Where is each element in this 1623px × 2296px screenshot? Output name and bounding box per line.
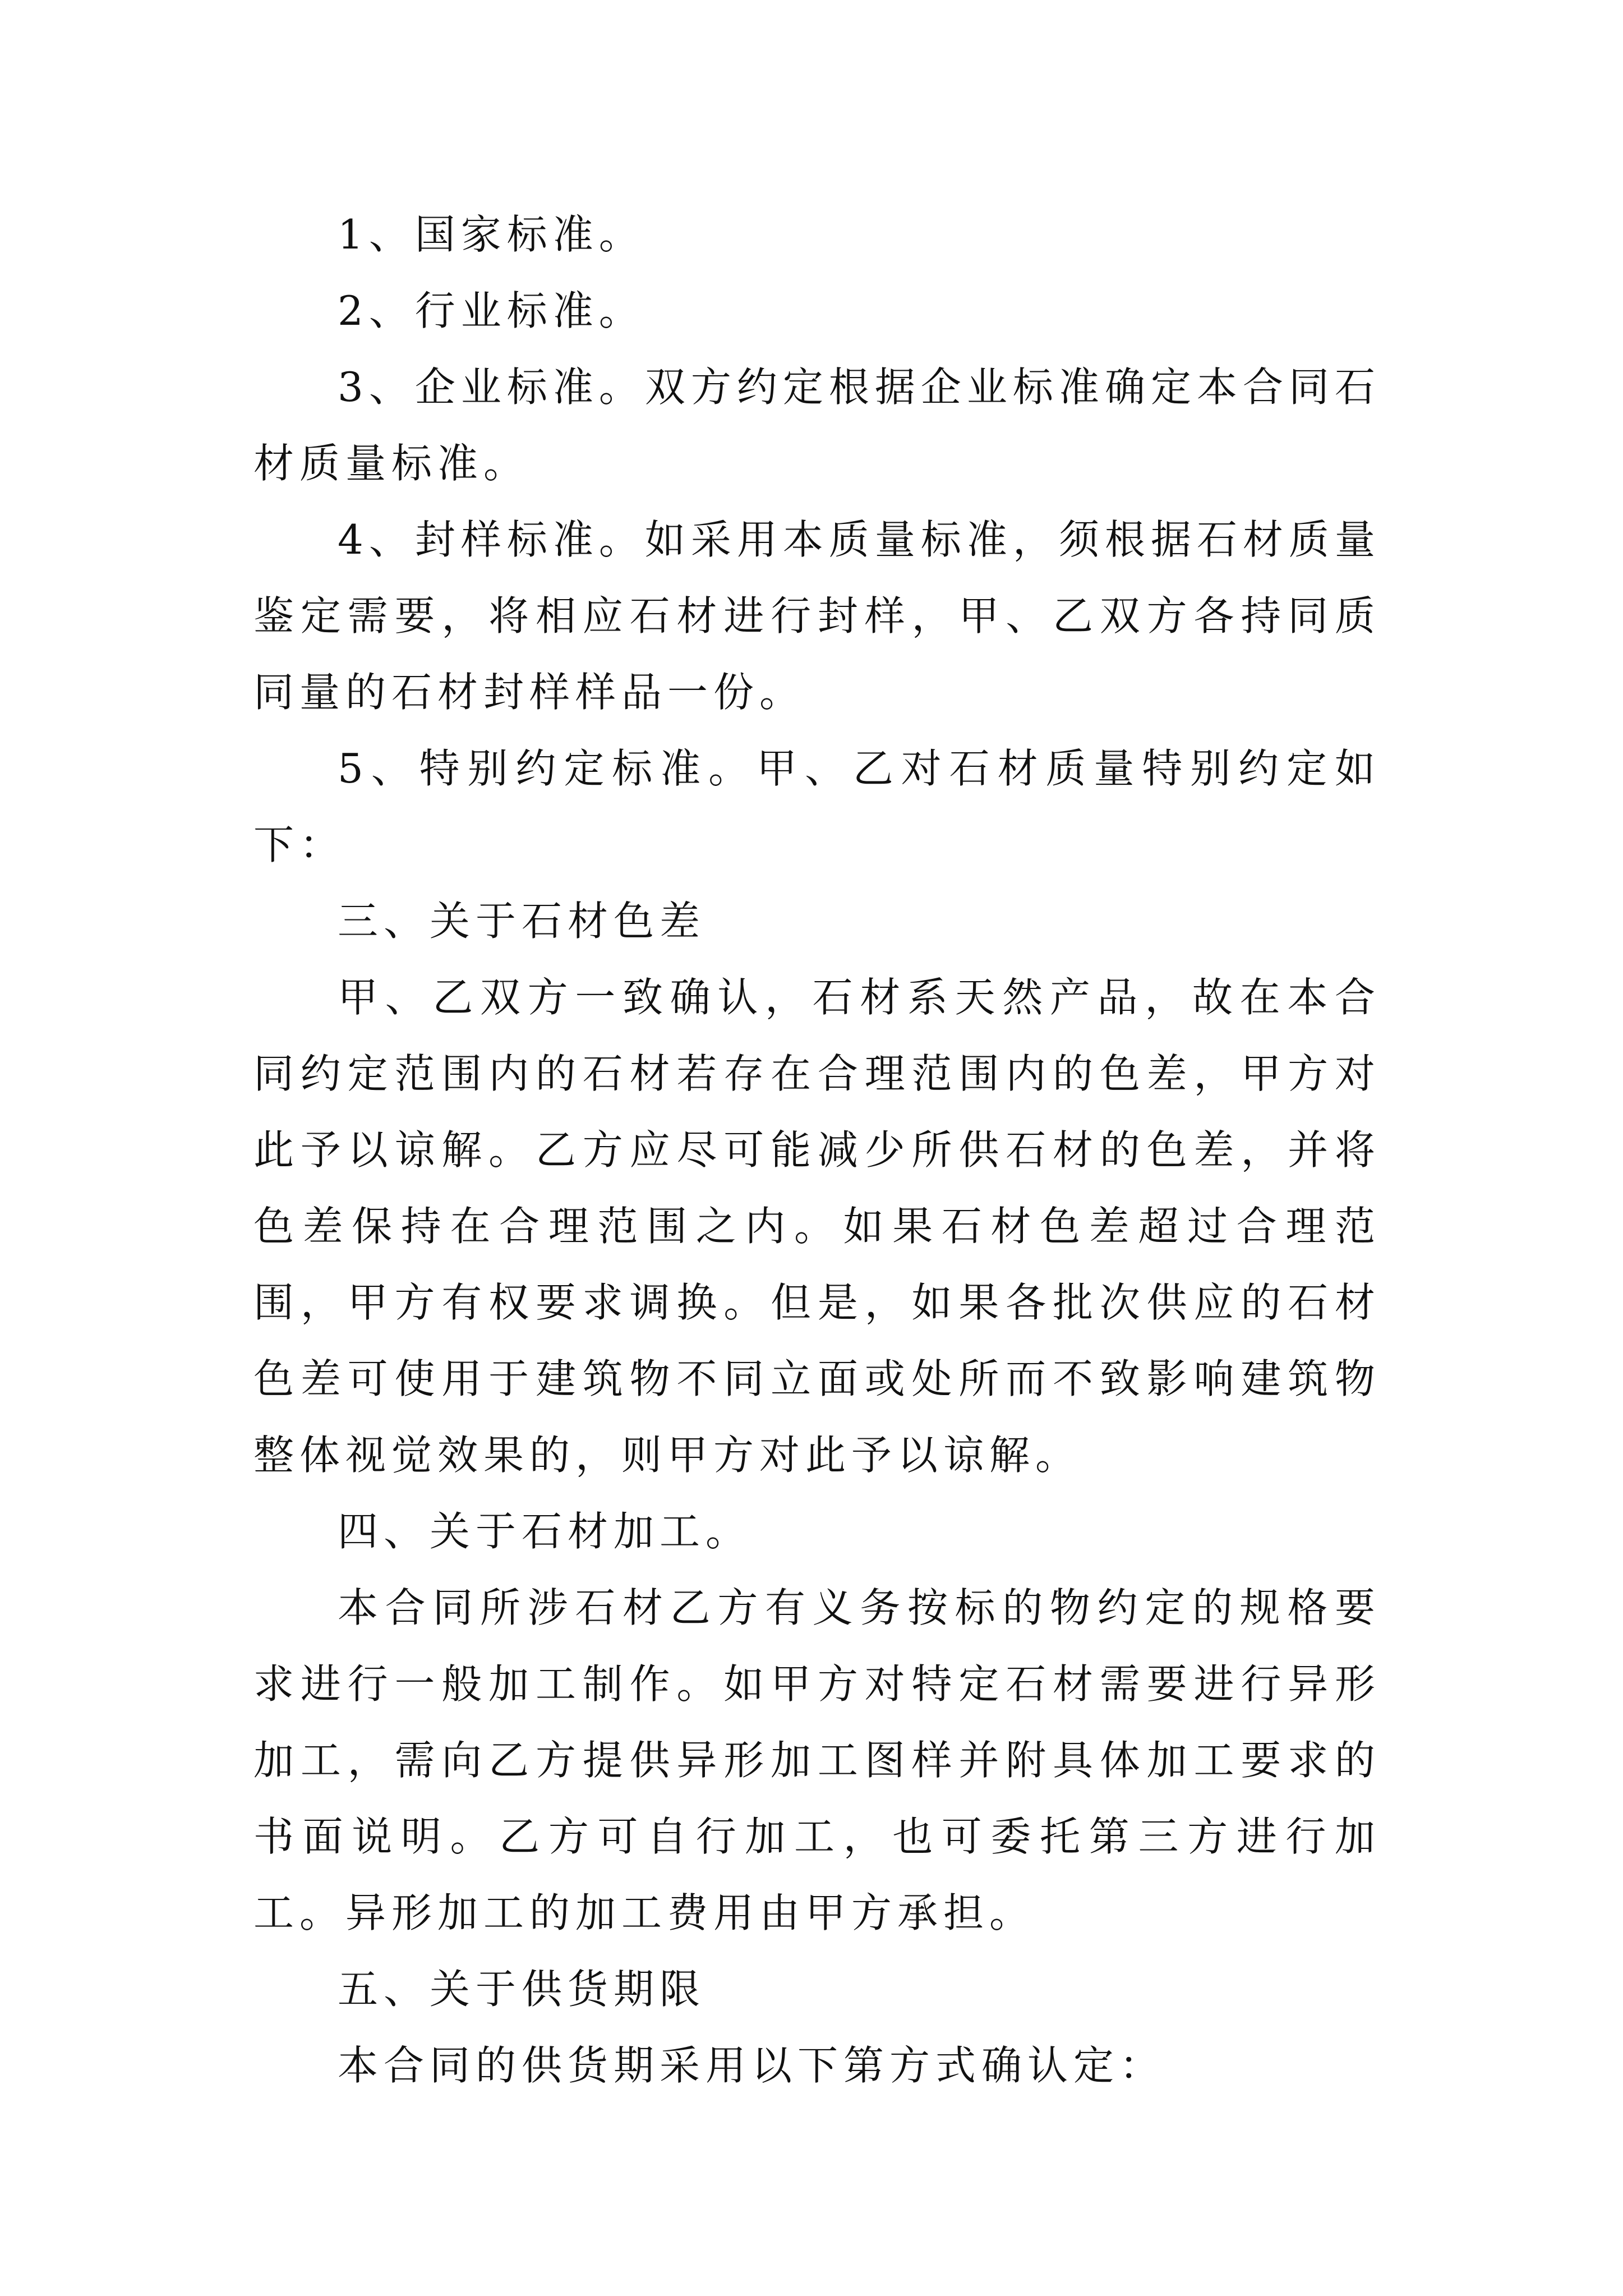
paragraph-processing: 本合同所涉石材乙方有义务按标的物约定的规格要求进行一般加工制作。如甲方对特定石材需要进行异形加工，需向乙方提供异形加工图样并附具体加工要求的书面说明。乙方可自行加工，也可委托第三方进行加工。异形加工的加工费用由甲方承担。	[253, 1584, 1381, 1936]
document-body	[253, 196, 1381, 2104]
section-heading-delivery-period: 五、关于供货期限	[338, 1966, 706, 2013]
paragraph-standard-industry: 2、行业标准。	[338, 287, 645, 334]
section-heading-color-difference: 三、关于石材色差	[338, 898, 706, 945]
paragraph-color-difference: 甲、乙双方一致确认，石材系天然产品，故在本合同约定范围内的石材若存在合理范围内的色差，甲方对此予以谅解。乙方应尽可能减少所供石材的色差，并将色差保持在合理范围之内。如果石材色差超过合理范围，甲方有权要求调换。但是，如果各批次供应的石材色差可使用于建筑物不同立面或处所而不致影响建筑物整体视觉效果的，则甲方对此予以谅解。	[253, 974, 1381, 1479]
paragraph-standard-special: 5、特别约定标准。甲、乙对石材质量特别约定如下：	[253, 745, 1381, 868]
paragraph-standard-sealed-sample: 4、封样标准。如采用本质量标准，须根据石材质量鉴定需要，将相应石材进行封样，甲、乙双方各持同质同量的石材封样样品一份。	[253, 516, 1381, 716]
paragraph-standard-national: 1、国家标准。	[338, 211, 645, 258]
section-heading-processing: 四、关于石材加工。	[338, 1508, 752, 1555]
paragraph-delivery-period: 本合同的供货期采用以下第方式确认定：	[338, 2042, 1166, 2089]
paragraph-standard-enterprise: 3、企业标准。双方约定根据企业标准确定本合同石材质量标准。	[253, 364, 1381, 487]
